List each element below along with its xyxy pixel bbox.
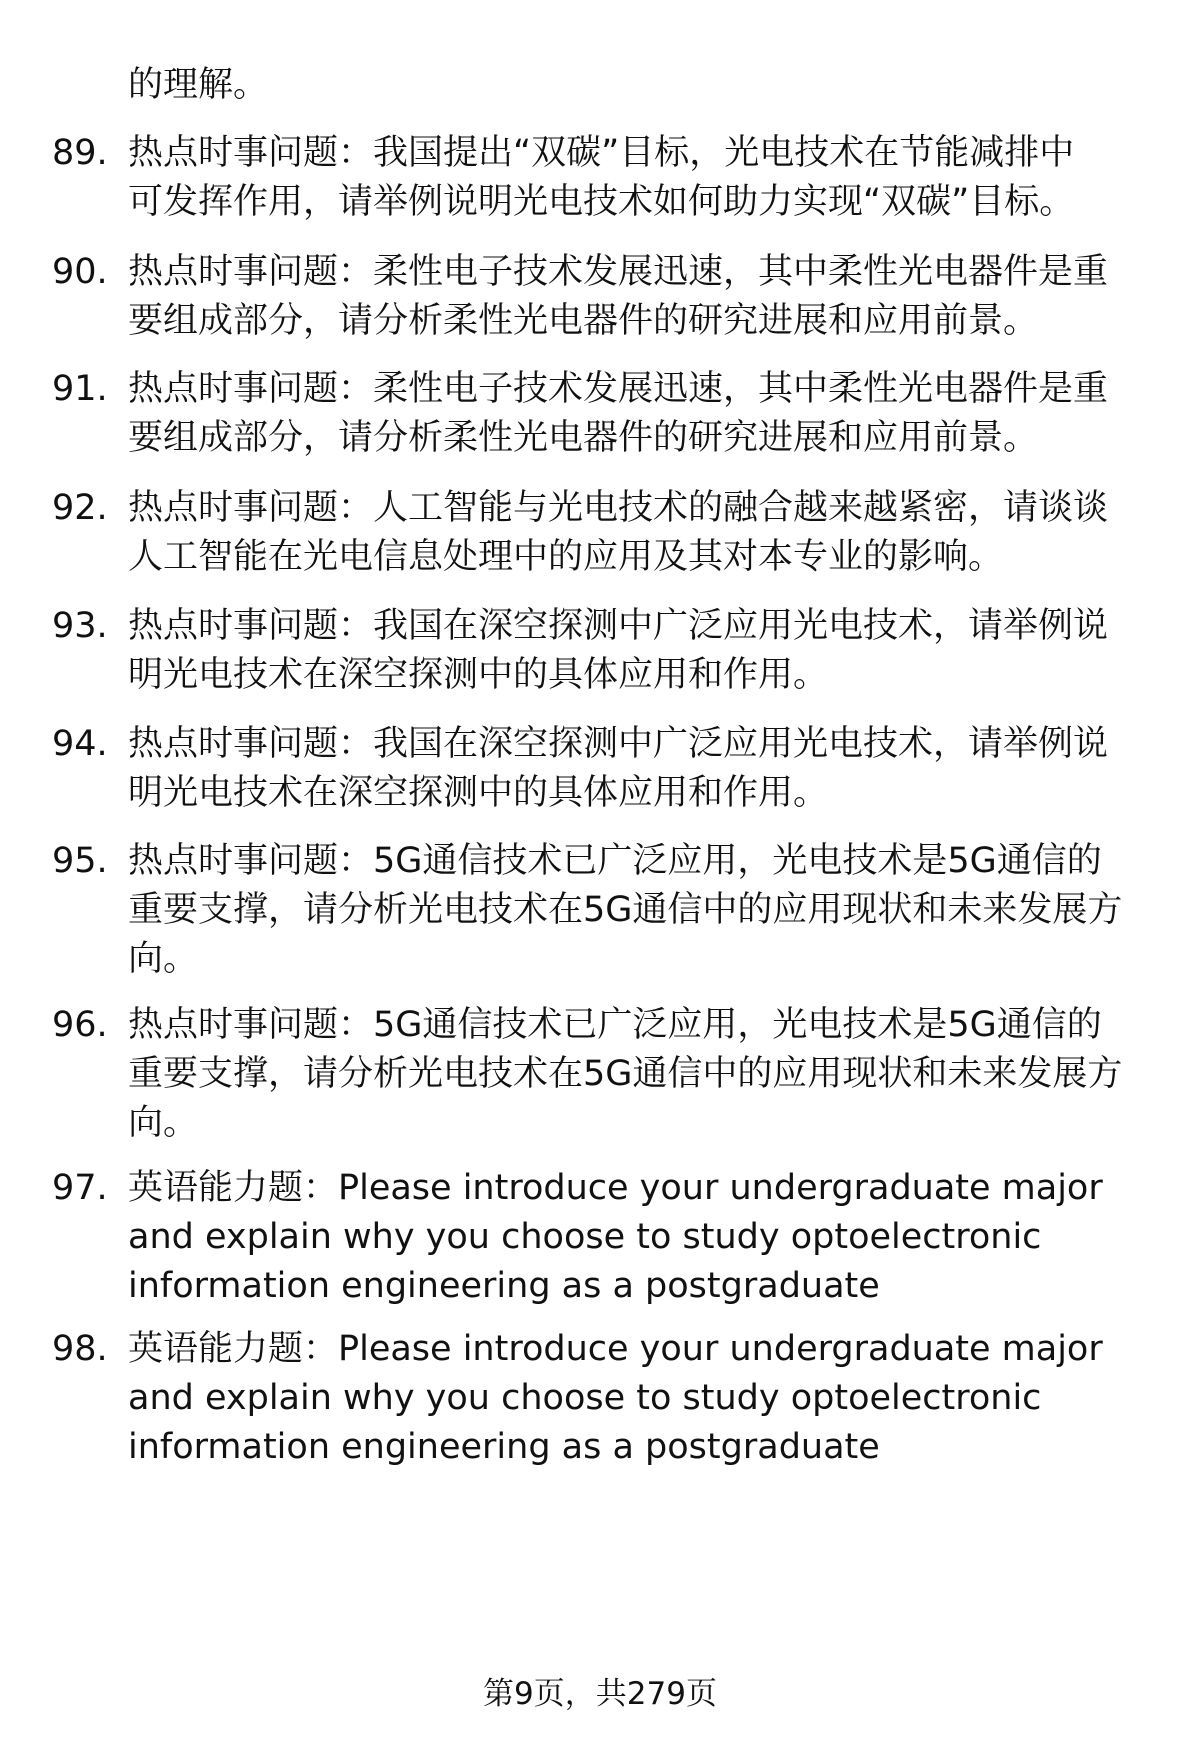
- question-line: 热点时事问题：我国提出“双碳”目标，光电技术在节能减排中: [128, 133, 1075, 173]
- question-text: [128, 129, 1158, 227]
- question-line: 热点时事问题：5G通信技术已广泛应用，光电技术是5G通信的: [128, 841, 1102, 881]
- question-line: information engineering as a postgraduate: [128, 1427, 880, 1467]
- page-footer: 第9页，共279页: [483, 1676, 717, 1712]
- question-line: 要组成部分，请分析柔性光电器件的研究进展和应用前景。: [128, 418, 1039, 458]
- question-number: 95.: [52, 841, 108, 881]
- question-line: 热点时事问题：人工智能与光电技术的融合越来越紧密，请谈谈: [128, 488, 1109, 528]
- question-line: 要组成部分，请分析柔性光电器件的研究进展和应用前景。: [128, 301, 1039, 341]
- question-line: and explain why you choose to study optoelectronic: [128, 1378, 1042, 1418]
- question-number: 98.: [52, 1329, 108, 1369]
- question-line: 重要支撑，请分析光电技术在5G通信中的应用现状和未来发展方: [128, 1054, 1123, 1094]
- question-line: 向。: [128, 939, 199, 979]
- question-line: 向。: [128, 1103, 199, 1143]
- question-line: 明光电技术在深空探测中的具体应用和作用。: [128, 655, 829, 695]
- question-number: 96.: [52, 1005, 108, 1045]
- question-number: 93.: [52, 606, 108, 646]
- question-line: 英语能力题：Please introduce your undergraduate major: [128, 1168, 1103, 1208]
- question-number: 89.: [52, 133, 108, 173]
- question-text: [128, 1325, 1158, 1472]
- question-text: [128, 602, 1158, 700]
- question-number: 90.: [52, 252, 108, 292]
- question-line: information engineering as a postgraduate: [128, 1266, 880, 1306]
- question-text: [128, 1164, 1158, 1311]
- question-number: 94.: [52, 724, 108, 764]
- question-text: [128, 1001, 1158, 1148]
- question-number: 91.: [52, 369, 108, 409]
- question-line: 热点时事问题：柔性电子技术发展迅速，其中柔性光电器件是重: [128, 252, 1109, 292]
- question-text: [128, 837, 1158, 984]
- question-line: 人工智能在光电信息处理中的应用及其对本专业的影响。: [128, 537, 1004, 577]
- continuation-line: 的理解。: [128, 65, 269, 105]
- question-line: 重要支撑，请分析光电技术在5G通信中的应用现状和未来发展方: [128, 890, 1123, 930]
- question-text: [128, 365, 1158, 463]
- question-line: 热点时事问题：5G通信技术已广泛应用，光电技术是5G通信的: [128, 1005, 1102, 1045]
- question-line: 热点时事问题：我国在深空探测中广泛应用光电技术，请举例说: [128, 606, 1109, 646]
- question-text: [128, 484, 1158, 582]
- question-line: 英语能力题：Please introduce your undergraduate major: [128, 1329, 1103, 1369]
- question-line: 可发挥作用，请举例说明光电技术如何助力实现“双碳”目标。: [128, 182, 1075, 222]
- question-line: and explain why you choose to study optoelectronic: [128, 1217, 1042, 1257]
- question-text: [128, 248, 1158, 346]
- question-number: 97.: [52, 1168, 108, 1208]
- question-number: 92.: [52, 488, 108, 528]
- question-text: [128, 720, 1158, 818]
- question-line: 明光电技术在深空探测中的具体应用和作用。: [128, 773, 829, 813]
- question-line: 热点时事问题：柔性电子技术发展迅速，其中柔性光电器件是重: [128, 369, 1109, 409]
- question-line: 热点时事问题：我国在深空探测中广泛应用光电技术，请举例说: [128, 724, 1109, 764]
